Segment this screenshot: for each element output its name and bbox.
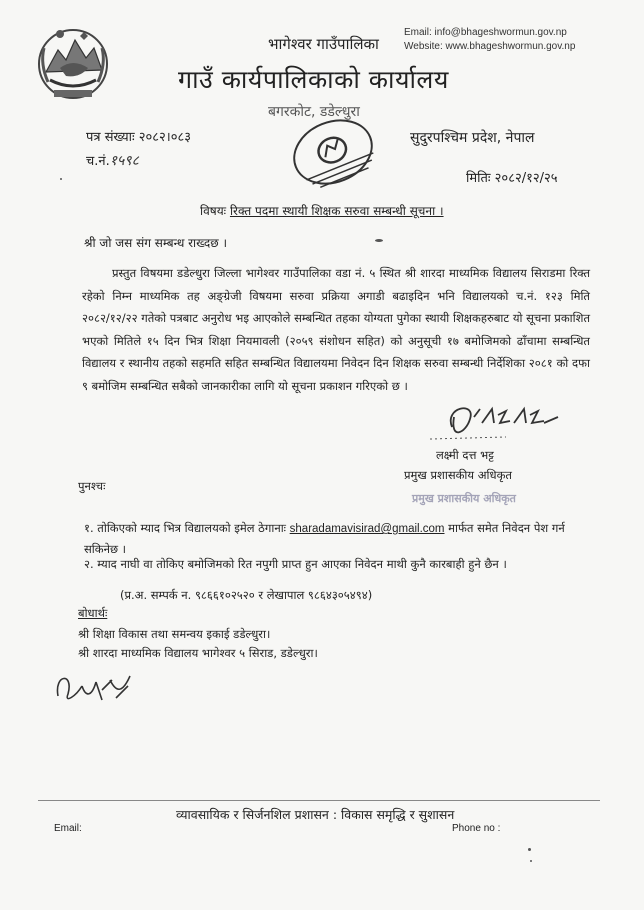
header-contact: [404, 26, 575, 54]
office-location: बगरकोट, डडेल्धुरा: [268, 104, 360, 120]
reference-number-label: पत्र संख्याः: [86, 130, 135, 145]
notice-body: प्रस्तुत विषयमा डडेल्धुरा जिल्ला भागेश्वर गाउँपालिका वडा नं. ५ स्थित श्री शारदा माध्यमिक विद्यालय सिराडमा रिक्त रहेको निम्न माध्यमिक तह अङ्ग्रेजी विषयमा सरुवा प्रक्रिया अगाडी बढाइदिन भनि विद्यालयको च.नं. १२३ मिति २०८२/१२/२२ गतेको पत्रबाट अनुरोध भइ आएकोले सम्बन्धित तहका योग्यता पुगेका स्थायी शिक्षकहरुबाट यो सूचना प्रकाशित भएको मितिले १५ दिन भित्र शिक्षा नियमावली (२०५९ संशोधन सहित) को अनुसूची १७ बमोजिमको ढाँचामा सम्बन्धित विद्यालय र स्थानीय तहको सहमति सहित सम्बन्धित विद्यालयमा निवेदन दिन शिक्षक सरुवा सम्बन्धी निर्देशिका २०८१ को दफा ९ बमोजिम सम्बन्धित सबैको जानकारीका लागि यो सूचना प्रकाशन गरिएको छ ।: [82, 266, 590, 393]
scan-speck: [60, 178, 62, 180]
salutation: श्री जो जस संग सम्बन्ध राख्दछ ।: [84, 236, 228, 250]
nepal-emblem-logo: [30, 18, 116, 104]
postscript-label: पुनश्चः: [78, 479, 106, 493]
cc-label: बोधार्थः: [78, 606, 108, 620]
municipality-name: भागेश्वर गाउँपालिका: [268, 35, 379, 53]
province-name: सुदुरपश्चिम प्रदेश, नेपाल: [410, 130, 535, 146]
reference-number-value: २०८२।०८३: [138, 130, 192, 145]
postscript-item-1: [84, 518, 590, 559]
dispatch-number-label: च.नं.: [86, 154, 110, 169]
dispatch-number: [86, 151, 139, 170]
designation-stamp: प्रमुख प्रशासकीय अधिकृत: [412, 492, 516, 505]
contact-numbers: (प्र.अ. सम्पर्क न. ९८६६१०२५२० र लेखापाल ९८६४३०५४९४): [120, 588, 373, 602]
subject-line: [200, 202, 444, 219]
reference-number: [86, 127, 191, 145]
item1-text-start: १. तोकिएको म्याद भित्र विद्यालयको इमेल ठेगानाः: [84, 521, 286, 535]
scan-speck: [528, 848, 531, 851]
signatory-name: लक्ष्मी दत्त भट्ट: [436, 448, 494, 462]
scan-speck: [530, 860, 532, 862]
subject-text: रिक्त पदमा स्थायी शिक्षक सरुवा सम्बन्धी सूचना ।: [229, 204, 444, 218]
footer-tagline: व्यावसायिक र सिर्जनशिल प्रशासन : विकास समृद्धि र सुशासन: [176, 807, 455, 822]
subject-label: विषयः: [200, 204, 227, 218]
cc-recipient-1: श्री शिक्षा विकास तथा समन्वय इकाई डडेल्धुरा।: [78, 627, 271, 641]
postscript-item-2: २. म्याद नाघी वा तोकिए बमोजिमको रित नपुगी प्राप्त हुन आएका निवेदन माथी कुनै कारबाही हुने छैन ।: [84, 557, 507, 571]
header-email[interactable]: Email: info@bhageshwormun.gov.np: [404, 27, 567, 38]
signature-scribble: [416, 397, 576, 445]
footer-phone-label: Phone no :: [452, 823, 501, 834]
office-title: गाउँ कार्यपालिकाको कार्यालय: [178, 65, 449, 94]
footer-email-label: Email:: [54, 823, 82, 834]
school-email-link[interactable]: sharadamavisirad@gmail.com: [289, 523, 445, 535]
footer-divider: [38, 800, 600, 801]
item1-text-end: मार्फत समेत निवेदन पेश गर्न सकिनेछ ।: [84, 521, 565, 556]
stray-mark: [375, 239, 383, 242]
cc-recipient-2: श्री शारदा माध्यमिक विद्यालय भागेश्वर ५ सिराड, डडेल्धुरा।: [78, 646, 318, 660]
initials-signature: [52, 668, 134, 706]
letter-date: मितिः २०८२/१२/२५: [466, 171, 558, 186]
signatory-title: प्रमुख प्रशासकीय अधिकृत: [404, 468, 512, 482]
dispatch-number-value: १५९८: [109, 153, 139, 169]
office-seal-stamp: [286, 112, 380, 192]
header-website[interactable]: Website: www.bhageshwormun.gov.np: [404, 41, 576, 52]
